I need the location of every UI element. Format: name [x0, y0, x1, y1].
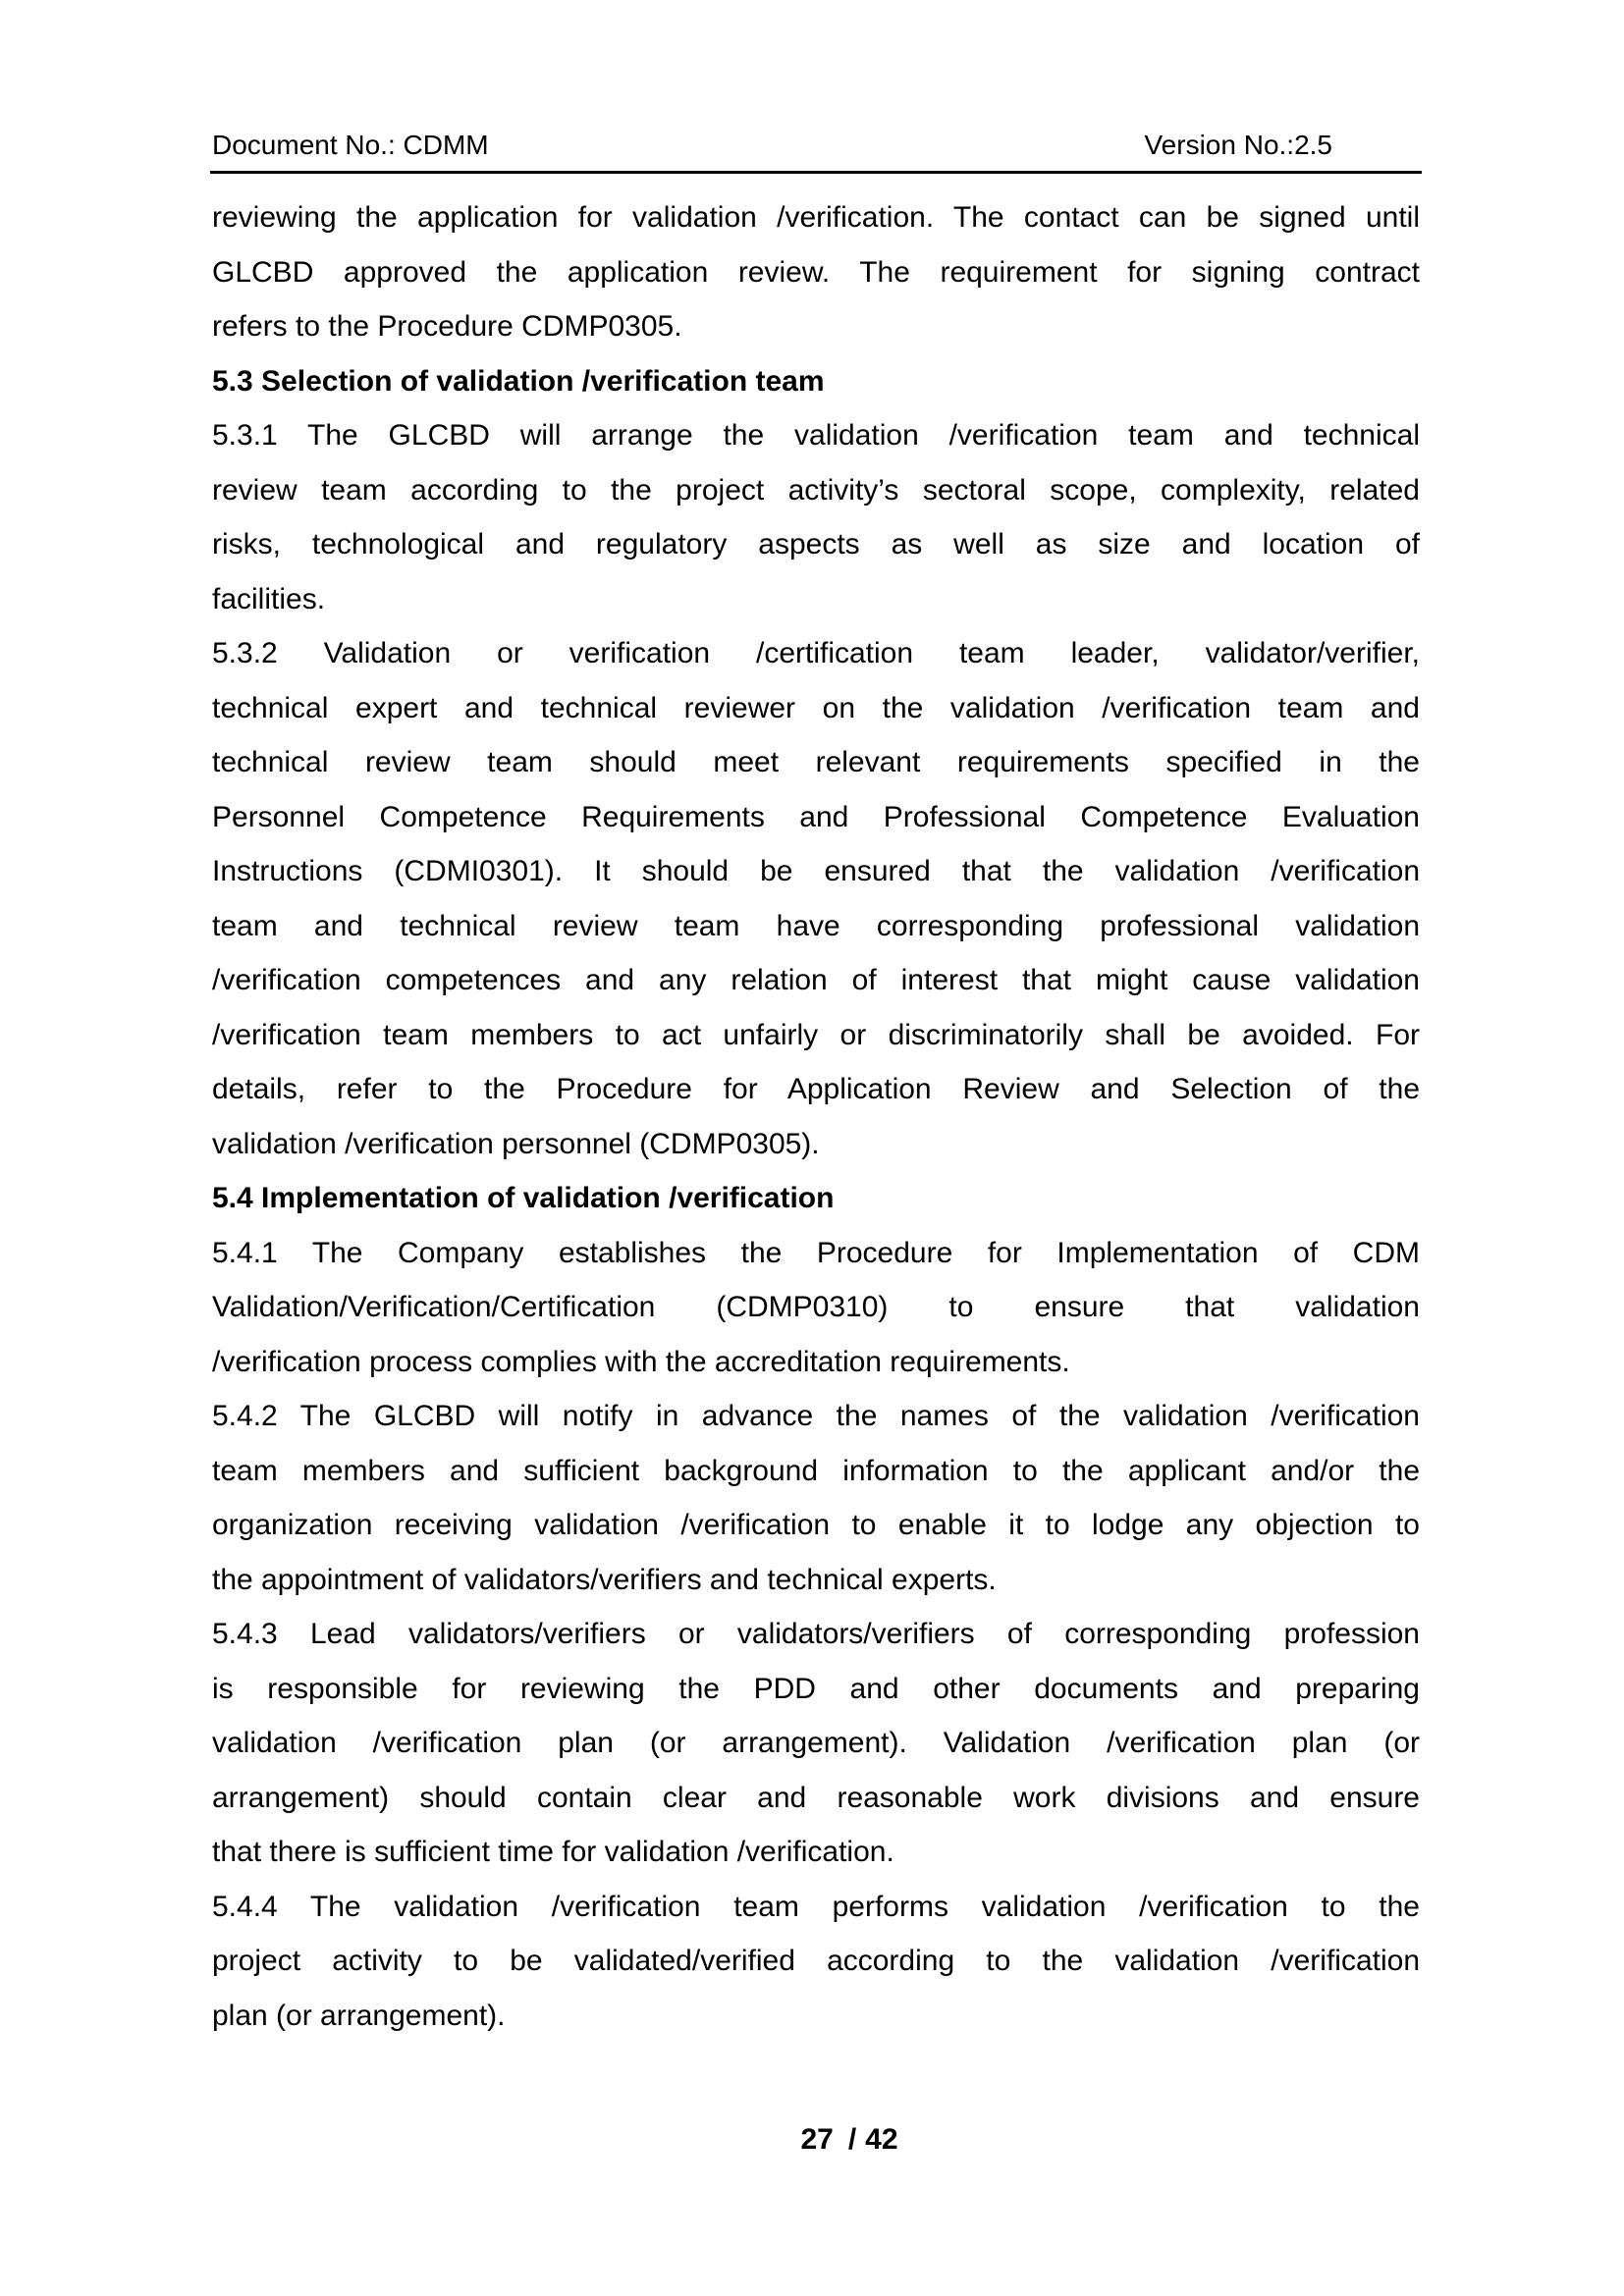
version-no: Version No.:2.5	[1144, 130, 1332, 160]
page-header	[212, 129, 1422, 162]
text-line: 5.3.1 The GLCBD will arrange the validation /verification team and technical	[212, 419, 1420, 452]
page-number: 27	[800, 2123, 834, 2156]
page-footer	[0, 2118, 1624, 2162]
text-line: /verification process complies with the accreditation requirements.	[212, 1345, 1070, 1378]
text-line: details, refer to the Procedure for Application Review and Selection of the	[212, 1073, 1420, 1105]
text-line: Validation/Verification/Certification (CDMP0310) to ensure that validation	[212, 1291, 1420, 1323]
text-line: facilities.	[212, 582, 326, 615]
text-line: that there is sufficient time for validation /verification.	[212, 1836, 894, 1868]
text-line: organization receiving validation /verification to enable it to lodge any objection to	[212, 1509, 1420, 1541]
text-line: technical review team should meet relevant requirements specified in the	[212, 746, 1420, 778]
text-line: project activity to be validated/verified according to the validation /verification	[212, 1945, 1420, 1977]
text-line: team members and sufficient background information to the applicant and/or the	[212, 1454, 1420, 1487]
text-line: /verification team members to act unfairly or discriminatorily shall be avoided. For	[212, 1018, 1420, 1051]
page-separator: /	[847, 2123, 857, 2156]
section-heading-5-4: 5.4 Implementation of validation /verification	[212, 1182, 835, 1214]
header-rule	[210, 171, 1422, 174]
text-line: validation /verification personnel (CDMP0305).	[212, 1127, 820, 1160]
text-line: 5.4.3 Lead validators/verifiers or validators/verifiers of corresponding profession	[212, 1618, 1420, 1650]
document-no: Document No.: CDMM	[212, 130, 489, 160]
text-line: validation /verification plan (or arrangement). Validation /verification plan (or	[212, 1727, 1420, 1759]
text-line: 5.4.4 The validation /verification team performs validation /verification to the	[212, 1890, 1420, 1923]
text-line: /verification competences and any relation of interest that might cause validation	[212, 964, 1420, 996]
text-line: the appointment of validators/verifiers and technical experts.	[212, 1563, 997, 1596]
text-line: technical expert and technical reviewer on the validation /verification team and	[212, 691, 1420, 724]
text-line: risks, technological and regulatory aspects as well as size and location of	[212, 528, 1420, 561]
text-line: review team according to the project activity’s sectoral scope, complexity, related	[212, 473, 1420, 507]
section-heading-5-3: 5.3 Selection of validation /verification team	[212, 364, 825, 398]
document-body	[212, 190, 1420, 2043]
text-line: 5.3.2 Validation or verification /certification team leader, validator/verifier,	[212, 637, 1420, 669]
text-line: arrangement) should contain clear and reasonable work divisions and ensure	[212, 1781, 1420, 1814]
text-line: Personnel Competence Requirements and Professional Competence Evaluation	[212, 800, 1420, 833]
text-line: reviewing the application for validation /verification. The contact can be signed until	[212, 201, 1420, 234]
text-line: refers to the Procedure CDMP0305.	[212, 310, 682, 343]
text-line: plan (or arrangement).	[212, 1999, 506, 2032]
text-line: team and technical review team have corresponding professional validation	[212, 909, 1420, 942]
text-line: 5.4.1 The Company establishes the Procedure for Implementation of CDM	[212, 1236, 1420, 1269]
text-line: Instructions (CDMI0301). It should be ensured that the validation /verification	[212, 855, 1420, 887]
text-line: GLCBD approved the application review. The requirement for signing contract	[212, 255, 1420, 289]
page-total: 42	[865, 2123, 898, 2156]
page-number-field	[800, 2123, 897, 2156]
text-line: 5.4.2 The GLCBD will notify in advance the names of the validation /verification	[212, 1400, 1420, 1432]
text-line: is responsible for reviewing the PDD and other documents and preparing	[212, 1672, 1420, 1705]
